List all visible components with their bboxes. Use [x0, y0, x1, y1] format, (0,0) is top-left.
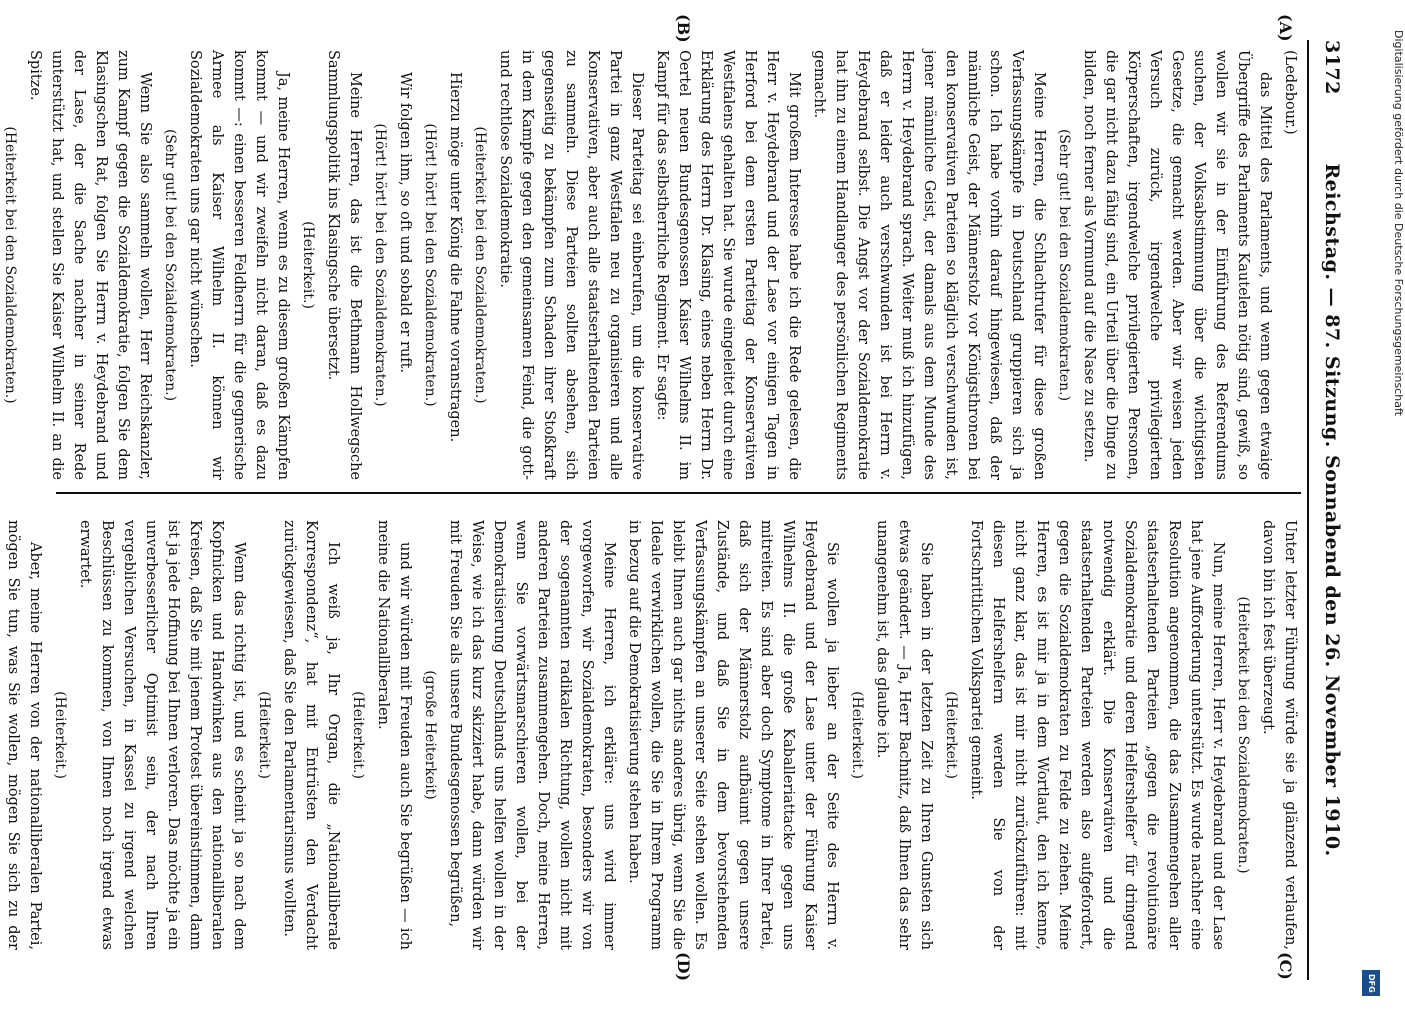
interjection: (Heiterkeit.) [256, 691, 272, 779]
column-divider [56, 492, 1301, 494]
dfg-logo: DFG [1362, 970, 1380, 996]
paragraph: und wir würden mit Freuden auch Sie begrüßen — ich meine die Nationalliberalen. [375, 520, 413, 950]
paragraph: Dieser Parteitag sei einberufen, um die konservative Partei in ganz Westfalen neu zu organisieren und alle Konservativen, aber auch alle staatserhaltenden Parteien zu sammeln. Diese Parteien sollten absehen, sich gegenseitig zu bekämpfen zum Schaden ihrer Stoßkraft in dem Kampfe gegen den gemeinsamen Feind, die gott- und rechtlose Sozialdemokratie. [497, 50, 645, 480]
paragraph: Wir folgen ihm, so oft und sobald er ruft. [397, 72, 413, 374]
page-header [1309, 40, 1343, 980]
interjection: (Sehr gut! bei den Sozialdemokraten.) [1056, 128, 1072, 402]
paragraph: Meine Herren, die Schlachtrufer für diese großen Verfassungskämpfe in Deutschland gruppieren sich ja schon. Ich habe vorhin darauf hingewiesen, daß der männliche Geist, der Männerstolz vor Königsthronen bei den konservativen Parteien so kläglich verschwunden ist, jener männliche Geist, der damals aus dem Munde des Herrn v. Heydebrand sprach. Weiter muß ich hinzufügen, daß er leider auch verschwunden ist bei Herrn v. Heydebrand selbst. Die Angst vor der Sozialdemokratie hat ihn zu einem Handlanger des persönlichen Regiments gemacht. [811, 50, 1047, 480]
paragraph: das Mittel des Parlaments, und wenn gegen etwaige Übergriffe des Parlaments Kautelen nötig sind, gewiß, so wollen wir sie in der Einführung des Referendums suchen, der Volksabstimmung über die wichtigsten Gesetze, die gemacht werden. Aber wir weisen jeden Versuch zurück, irgendwelche privilegierten Körperschaften, irgendwelche privilegierten Personen, die gar nicht dazu fähig sind, ein Urteil über die Dinge zu bilden, noch ferner als Vormund auf die Nase zu setzen. [1081, 50, 1273, 480]
paragraph: Sie haben in der letzten Zeit zu Ihren Gunsten sich etwas geändert. — Ja, Herr Bachnitz, daß Ihnen das sehr unangenehm ist, das glaube ich. [874, 520, 934, 950]
header-rule [1307, 40, 1309, 980]
interjection: (Heiterkeit.) [350, 691, 366, 779]
interjection: (Heiterkeit.) [849, 691, 865, 779]
interjection: (Hört! hört! bei den Sozialdemokraten.) [372, 123, 388, 407]
paragraph: Ich weiß ja, Ihr Organ, die „Nationalliberale Korrespondenz“, hat mit Entrüsten den Verdacht zurückgewiesen, daß Sie den Parlamentarismus wollten. [281, 520, 341, 950]
text-column-left [2, 50, 1301, 480]
margin-marker-d: (D) [674, 952, 693, 982]
interjection: (Heiterkeit.) [52, 691, 68, 779]
interjection: (große Heiterkeit) [422, 670, 438, 800]
paragraph: Mit großem Interesse habe ich die Rede gelesen, die Herr v. Heydebrand und der Lase vor einigen Tagen in Herford bei dem ersten Parteitag der Konservativen Westfalens gehalten hat. Sie wurde eingeleitet durch eine Erklärung des Herrn Dr. Klasing, eines neben Herrn Dr. Oertel neuen Bundesgenossen Kaiser Wilhelms II. im Kampf für das selbstherrliche Regiment. Er sagte: [654, 50, 802, 480]
paragraph: Wenn das richtig ist, und es scheint ja so nach dem Kopfnicken und Handwinken aus den nationalliberalen Kreisen, daß Sie mit jenem Protest übereinstimmen, dann ist ja jede Hoffnung bei Ihnen verloren. Das möchte ja ein unverbesserlicher Optimist sein, der nach Ihren vergeblichen Versuchen, in Kassel zu irgend welchen Beschlüssen zu kommen, von Ihnen noch irgend etwas erwartet. [77, 520, 247, 950]
paragraph: Nun, meine Herren, Herr v. Heydebrand und der Lase hat jene Aufforderung unterstützt. Es wurde nachher eine Resolution angenommen, die das Zusammengehen aller staatserhaltenden Parteien „gegen die revolutionäre Sozialdemokratie und deren Helfershelfer“ für dringend notwendig erklärt. Die Konservativen und die staatserhaltenden Parteien werden also aufgefordert, gegen die Sozialdemokraten zu Felde zu ziehen. Meine Herren, es ist mir ja in dem Wortlaut, den ich kenne, nicht ganz klar, das ist mir nicht zurückzuführen: mit diesen Helfershelfern werden Sie von der Fortschrittlichen Volkspartei gemeint. [968, 520, 1226, 950]
page-number: 3172 [1321, 40, 1343, 95]
interjection: (Hört! hört! bei den Sozialdemokraten.) [422, 123, 438, 407]
margin-marker-a: (A) [1276, 14, 1295, 42]
page-title: Reichstag. — 87. Sitzung. Sonnabend den 26. November 1910. [1321, 163, 1343, 857]
margin-marker-c: (C) [1276, 952, 1295, 980]
paragraph: Wenn Sie also sammeln wollen, Herr Reichskanzler, zum Kampf gegen die Sozialdemokratie, folgen Sie dem Klasingschen Rat, folgen Sie Herrn v. Heydebrand und der Lase, der die Sache nachher in seiner Rede unterstützt hat, und stellen Sie Kaiser Wilhelm II. an die Spitze. [27, 50, 153, 480]
interjection: (Heiterkeit bei den Sozialdemokraten.) [472, 126, 488, 404]
paragraph: Meine Herren, ich erkläre: uns wird immer vorgeworfen, wir Sozialdemokraten, besonders wir von der sogenannten radikalen Richtung, wollen nicht mit anderen Parteien zusammengehen. Doch, meine Herren, wenn Sie vorwärtsmarschieren wollen, bei der Demokratisierung Deutschlands uns helfen wollen in der Weise, wie ich das kurz skizziert habe, dann würden wir mit Freuden Sie als unsere Bundesgenossen begrüßen, [447, 520, 617, 950]
paragraph: Sie wollen ja lieber an der Seite des Herrn v. Heydebrand und der Lase unter der Führung Kaiser Wilhelms II. die große Kaballeriattacke gegen uns mitreiten. Es sind aber doch Symptome in Ihrer Partei, daß sich der Männerstolz aufbäumt gegen unsere Zustände, und daß Sie in dem bevorstehenden Verfassungskämpfen an unserer Seite stehen wollen. Es bleibt Ihnen auch gar nichts anderes übrig, wenn Sie die Ideale verwirklichen wollen, die Sie in Ihrem Programm in bezug auf die Demokratisierung stehen haben. [626, 520, 840, 950]
paragraph: (Ledebour.) [1282, 50, 1298, 135]
interjection: (Heiterkeit.) [300, 221, 316, 309]
text-column-right [5, 520, 1301, 950]
interjection: (Heiterkeit.) [943, 691, 959, 779]
margin-marker-b: (B) [674, 14, 693, 43]
paragraph: Ja, meine Herren, wenn es zu diesem großen Kämpfen kommt — und wir zweifeln nicht daran, daß es dazu kommt —: einen besseren Feldherrn für die gegnerische Armee als Kaiser Wilhelm II. können wir Sozialdemokraten uns gar nicht wünschen. [187, 50, 291, 480]
paragraph: Hierzu möge unter König die Fahne voranstragen. [447, 72, 463, 443]
interjection: (Heiterkeit bei den Sozialdemokraten.) [1235, 596, 1251, 874]
paragraph: Aber, meine Herren von der nationalliberalen Partei, mögen Sie tun, was Sie wollen, mögen Sie sich zu der [5, 520, 43, 950]
interjection: (Sehr gut! bei den Sozialdemokraten.) [162, 128, 178, 402]
paragraph: Meine Herren, das ist die Bethmann Hollwegsche Sammlungspolitik ins Klasingsche übersetzt. [325, 50, 363, 480]
digitization-credit: Digitalisierung gefördert durch die Deutsche Forschungsgemeinschaft [1392, 30, 1405, 416]
paragraph: Unter letzter Führung würde sie ja glänzend verlaufen, davon bin ich fest überzeugt. [1260, 520, 1298, 950]
interjection: (Heiterkeit bei den Sozialdemokraten.) [2, 126, 18, 404]
